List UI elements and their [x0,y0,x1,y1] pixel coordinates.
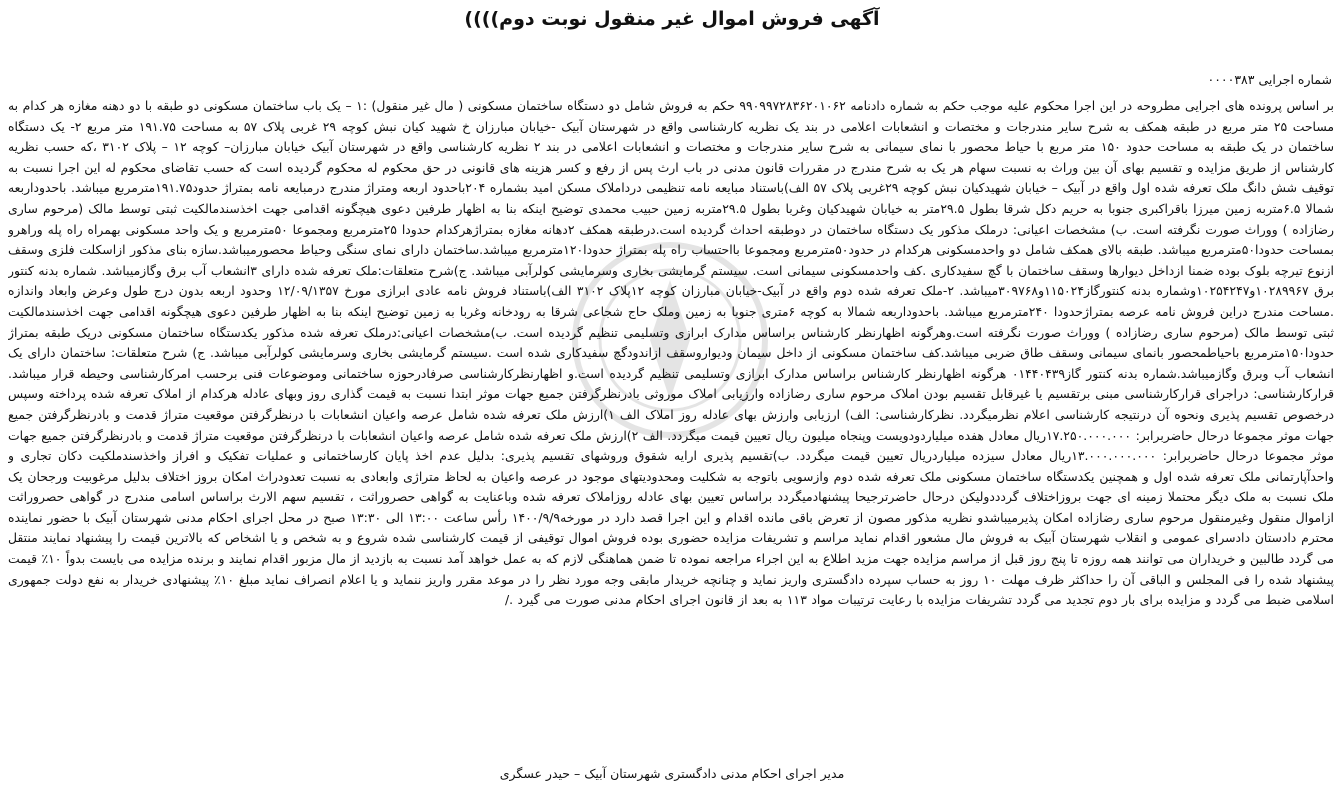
notice-body-text: بر اساس پرونده های اجرایی مطروحه در این اجرا محکوم علیه موجب حکم به شماره دادنامه ۹۹۰۹۹۷۲۸۳۶۲۰۱۰۶۲ حکم به فروش شامل دو دستگاه ساختمان مسکونی ( مال غیر منقول) :۱ – یک باب ساختمان مسکونی دو طبقه با دو دهنه مغازه هر کدام به مساحت ۲۵ متر مربع در طبقه همکف به شرح سایر مندرجات و مختصات و انشعابات اعلامی در بند یک نظریه کارشناسی واقع در شهرستان آبیک -خیابان مبارزان خ شهید کیان نبش کوچه ۲۹ غربی پلاک ۵۷ به مساحت ۱۹۱.۷۵ متر مربع ۲- یک دستگاه ساختمان در یک طبقه به مساحت حدود ۱۵۰ متر مربع با حیاط محصور با نمای سیمانی به شرح سایر مندرجات و مختصات و انشعابات اعلامی در بند ۲ نظریه کارشناسی واقع در شهرستان آبیک خیابان مبارزان– کوچه ۱۲ – پلاک ۳۱۰۲ ،که حسب نظریه کارشناس از طریق مزایده و تقسیم بهای آن بین وراث به نسبت سهام هر یک به شرح مندرج در مقررات قانون مدنی در باب ارث پس از رفع و کسر هزینه های قانونی در حق محکوم له محکوم گردیده است که حسب تقاضای محکوم له این اجرا نسبت به توقیف شش دانگ ملک تعرفه شده اول واقع در آبیک – خیابان شهیدکیان نبش کوچه ۲۹غربی پلاک ۵۷ الف)باستناد مبایعه نامه تنظیمی درداملاک مسکن امید بشماره ۲۰۴باحدود اربعه ومتراژ مندرج درمبایعه نامه بمتراژ حدود۱۹۱.۷۵مترمربع میباشد. باحدوداربعه شمالا ۶.۵متربه زمین میرزا باقراکبری جنوبا به حریم دکل شرقا بطول ۲۹.۵متر به خیابان شهیدکیان وغربا بطول ۲۹.۵متربه زمین حبیب محمدی توضیح اینکه بنا به اظهار طرفین دعوی هیچگونه اقدامی جهت اخذسندمالکیت ثبتی توسط مالک (مرحوم ساری رضازاده ) ووراث صورت نگرفته است. ب) مشخصات اعیانی: درملک مذکور یک دستگاه ساختمان در دوطبقه احداث گردیده است.درطبقه همکف ۲دهانه مغازه بمتراژهرکدام حدودا ۲۵مترمربع ومجموعا ۵۰مترمربع و یک واحد مسکونی بهمراه راه پله وراهرو بمساحت حدودا۵۰مترمربع میباشد. طبقه بالای همکف شامل دو واحدمسکونی هرکدام در حدود۵۰مترمربع ومجموعا بااحتساب راه پله بمتراژ حدودا۱۲۰مترمربع میباشد.ساختمان دارای نمای سنگی وحیاط محصورمیباشد.سازه بنای مذکور ازاسکلت فلزی وسقف ازنوع تیرچه بلوک بوده ضمنا ازداخل دیوارها وسقف ساختمان با گچ سفیدکاری .کف واحدمسکونی سیمانی است. سیستم گرمایشی بخاری وسرمایشی کولرآبی میباشد. ج)شرح متعلقات:ملک تعرفه شده دارای ۳انشعاب آب برق وگازمیباشد. شماره بدنه کنتور برق ۱۰۲۸۹۹۶۷و۱۰۲۵۴۲۴۷وشماره بدنه کنتورگاز۱۱۵۰۲۴و۳۰۹۷۶۸میباشد. ۲-ملک تعرفه شده دوم واقع در آبیک-خیابان مبارزان کوچه ۱۲پلاک ۳۱۰۲ الف)باستناد فروش نامه عادی ابرازی مورخ ۱۲/۰۹/۱۳۵۷ وحدود اربعه بدون درج طول وعرض وابعاد واندازه .مساحت مندرج دراین فروش نامه عرصه بمتراژحدودا ۲۴۰مترمربع میباشد. باحدوداربعه شمالا به کوچه ۶متری جنوبا به زمین وملک حاج شجاعی شرقا به رودخانه وغربا به زمین توضیح اینکه بنا به اظهار طرفین دعوی هیچگونه اقدامی جهت اخذسندمالکیت ثبتی توسط مالک (مرحوم ساری رضازاده ) ووراث صورت نگرفته است.وهرگونه اظهارنظر کارشناس براساس مدارک ابرازی وتسلیمی تنظیم گردیده است. ب)مشخصات اعیانی:درملک تعرفه شده مذکور یکدستگاه ساختمان مسکونی دریک طبقه بمتراژ حدودا۱۵۰مترمربع باحیاطمحصور بانمای سیمانی وسقف طاق ضربی میباشد.کف ساختمان مسکونی از داخل سیمان ودیواروسقف ازاندودگچ سفیدکاری شده است .سیستم گرمایشی بخاری وسرمایشی کولرآبی میباشد. ج) شرح متعلقات: ساختمان دارای یک انشعاب آب وبرق وگازمیباشد.شماره بدنه کنتور گاز۰۱۴۴۰۴۳۹ هرگونه اظهارنظر کارشناس براساس مدارک ابرازی وتسلیمی تنظیم گردیده است.و اظهارنظرکارشناسی صرفادرحوزه ساختمانی وموضوعات فنی برحسب امرکارشناسی وحیطه قرار میباشد. قرارکارشناسی: دراجرای قرارکارشناسی مبنی برتقسیم یا غیرقابل تقسیم بودن املاک مرحوم ساری رضازاده وارزیابی املاک موروثی بادرنظرگرفتن جمیع جهات موثر ابتدا نسبت به قیمت گذاری روز وبهای عادله هرکدام از املاک تعرفه شده پرداخته وسپس درخصوص تقسیم پذیری ونحوه آن درنتیجه کارشناسی اعلام نظرمیگردد. نظرکارشناسی: الف) ارزیابی وارزش بهای عادله روز املاک الف ۱)ارزش ملک تعرفه شده شامل عرصه واعیان انشعابات با درنظرگرفتن موقعیت متراژ قدمت و بادرنظرگرفتن جمیع جهات موثر مجموعا درحال حاضربرابر: ۱۷.۲۵۰.۰۰۰.۰۰۰ریال معادل هفده میلیاردودویست وپنجاه میلیون ریال تعیین قیمت میگردد. الف ۲)ارزش ملک تعرفه شده شامل عرصه واعیان انشعابات با درنظرگرفتن موقعیت متراژ قدمت و بادرنظرگرفتن جمیع جهات موثر مجموعا درحال حاضربرابر: ۱۳.۰۰۰.۰۰۰.۰۰۰ریال معادل سیزده میلیاردریال تعیین قیمت میگردد. ب)تقسیم پذیری ارایه شقوق وروشهای تقسیم پذیری: بدلیل عدم اخذ پایان کارساختمانی و عملیات تفکیک و افراز واخذسندملکیت دکان تجاری و واحدآپارتمانی ملک تعرفه شده اول و همچنین یکدستگاه ساختمان مسکونی ملک تعرفه شده دوم وازسویی باتوجه به شکلیت ومحدودیتهای موجود در عرصه واعیان به لحاظ متراژی وابعادی به نسبت تعدودراث امکان بروز اختلاف بدلیل مرغوبیت ورجحان یک ملک نسبت به ملک دیگر محتملا زمینه ای جهت بروزاختلاف گردددولیکن درحال حاضرترجیحا پیشنهادمیگردد براساس تعیین بهای عادله روزاملاک تعرفه شده وباعنایت به گواهی حصروراثت ، تقسیم سهم الارث براساس اسامی مندرج در گواهی حصروراثت ازاموال منقول وغیرمنقول مرحوم ساری رضازاده امکان پذیرمیباشدو نظریه مذکور مصون از تعرض باقی مانده اقدام و این اجرا قصد دارد در مورخه۱۴۰۰/۹/۹ رأس ساعت ۱۳:۰۰ الی ۱۳:۳۰ صبح در محل اجرای احکام مدنی شهرستان آبیک با حضور نماینده محترم دادستان دادسرای عمومی و انقلاب شهرستان آبیک به فروش مال مشعور اقدام نماید مراسم و تشریفات مزایده حضوری بوده فروش اموال توقیفی از قیمت کارشناسی شده شروع و به شخص و یا اشخاص که بالاترین قیمت را پیشنهاد نمایند منتقل می گردد طالبین و خریداران می توانند همه روزه تا پنج روز قبل از مراسم مزایده جهت مزید اطلاع به این اجراء مراجعه نموده تا ضمن هماهنگی لازم که به عمل خواهد آمد نسبت به بازدید از مال مزبور اقدام نمایند و برنده مزایده می بایست بدواً ۱۰٪ قیمت پیشنهاد شده را فی المجلس و الباقی آن را حداکثر ظرف مهلت ۱۰ روز به حساب سپرده دادگستری واریز نماید و چنانچه خریدار مابقی وجه مورد نظر را در موعد مقرر واریز ننماید و یا اعلام انصراف نماید مبلغ ۱۰٪ پیشنهادی خریدار به نفع دولت جمهوری اسلامی ضبط می گردد و مزایده برای بار دوم تجدید می گردد تشریفات مزایده با رعایت ترتیبات مواد ۱۱۳ به بعد از قانون اجرای احکام مدنی صورت می گیرد ./ [8,98,1334,608]
signature-line: مدیر اجرای احکام مدنی دادگستری شهرستان آبیک – حیدر عسگری [499,766,845,781]
execution-number: شماره اجرایی ۰۰۰۰۳۸۳ [1207,72,1332,87]
notice-title: آگهی فروش اموال غیر منقول نوبت دوم)))) [464,8,880,30]
